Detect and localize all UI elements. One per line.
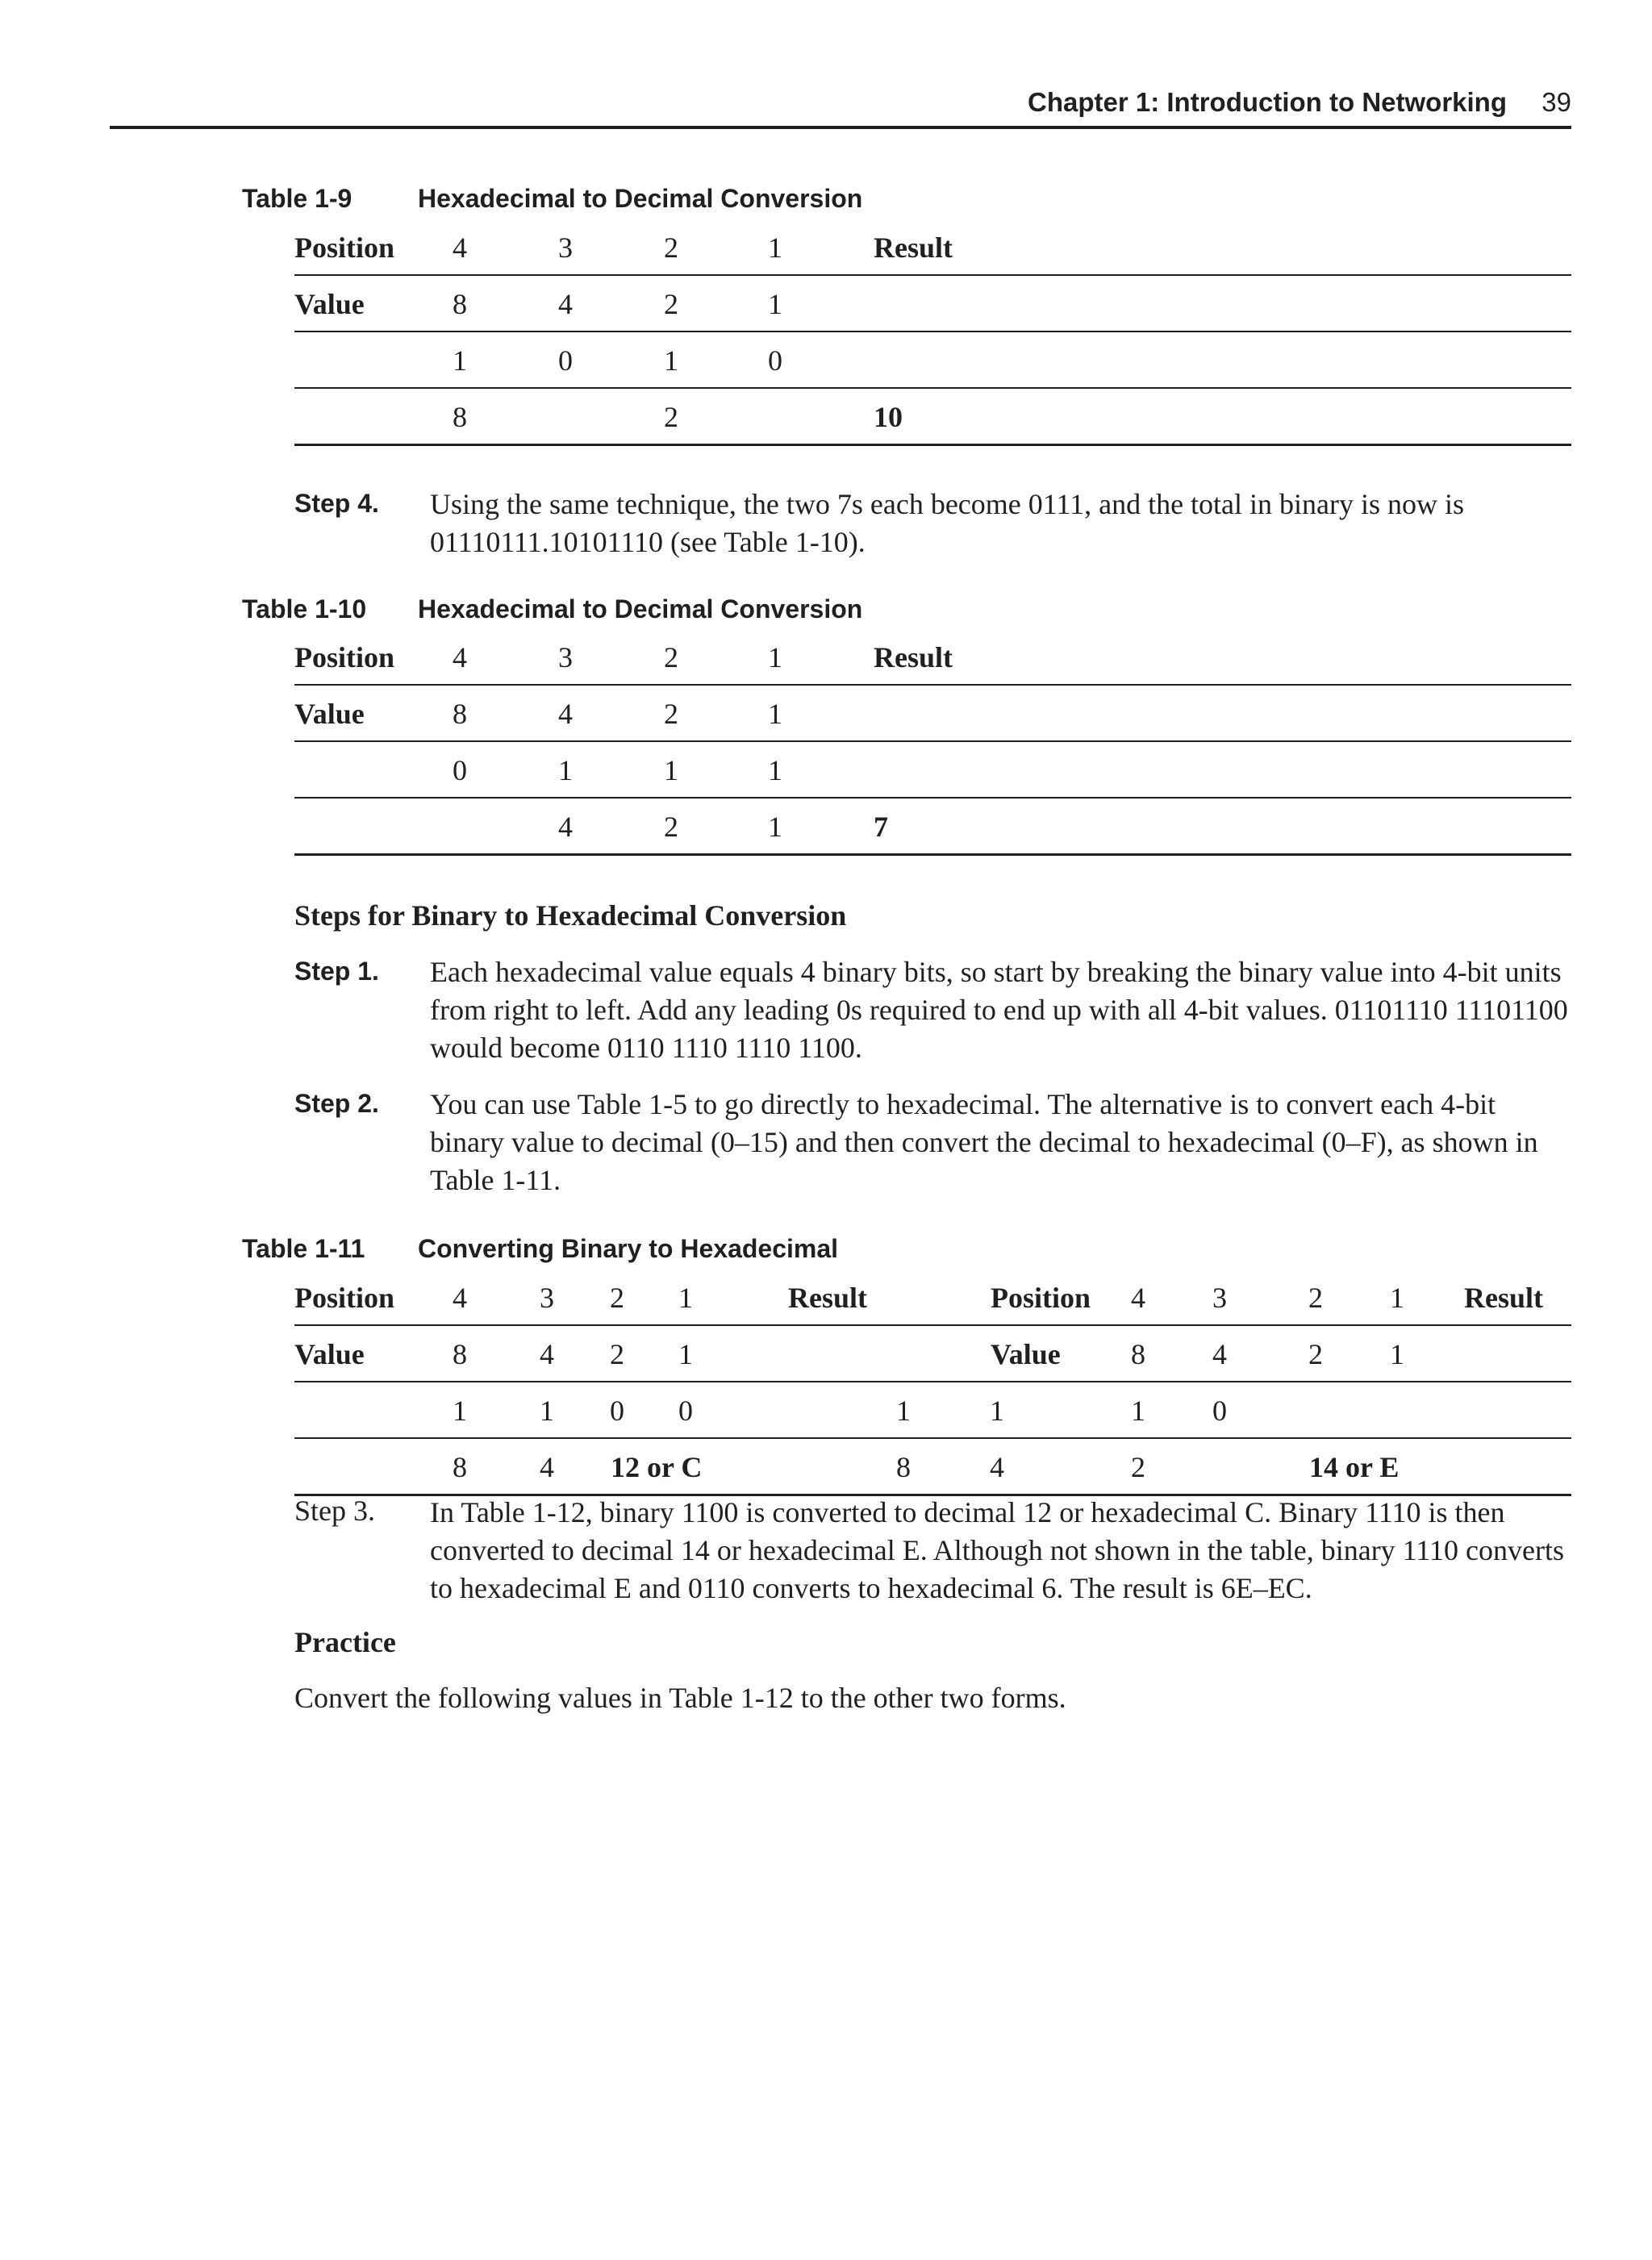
chapter-title: Chapter 1: Introduction to Networking [1028, 87, 1507, 117]
table-cell: 1 [664, 344, 678, 377]
header-cell: Result [874, 231, 953, 264]
header-cell: 2 [610, 1282, 624, 1314]
result-cell: 12 or C [611, 1451, 703, 1483]
table-cell: 2 [1131, 1451, 1145, 1483]
step-text: You can use Table 1-5 to go directly to hexadecimal. The alternative is to convert each 4-bit binary value to decimal (0–15) and then convert the decimal to hexadecimal (0–F), as shown in Table 1-11. [430, 1088, 1538, 1196]
table-cell: 8 [453, 401, 467, 433]
result-cell: 14 or E [1309, 1451, 1400, 1483]
table-cell: 1 [1131, 1395, 1145, 1427]
table-cell: 1 [540, 1395, 554, 1427]
step-label: Step 1. [294, 957, 379, 986]
table-cell: 1 [768, 698, 782, 730]
header-cell: 2 [664, 641, 678, 673]
table-cell: 1 [768, 811, 782, 843]
step-text: In Table 1-12, binary 1100 is converted to decimal 12 or hexadecimal C. Binary 1110 is then converted to decimal 14 or hexadecimal E. Although not shown in the table, binary 1110 converts to hexadecimal E and 0110 converts to hexadecimal 6. The result is 6E–EC. [430, 1496, 1564, 1604]
table-cell: 2 [664, 288, 678, 320]
header-cell: 1 [768, 641, 782, 673]
header-cell: 3 [540, 1282, 554, 1314]
table-row [294, 686, 1571, 742]
table-cell: 2 [664, 401, 678, 433]
step-text: Each hexadecimal value equals 4 binary bits, so start by breaking the binary value into 4-bit units from right to left. Add any leading 0s required to end up with all 4-bit values. 01101110 11101100 would become 0110 1110 1110 1100. [430, 956, 1568, 1064]
step-label: Step 4. [294, 489, 379, 518]
table-cell: 0 [610, 1395, 624, 1427]
table-cell: 4 [558, 698, 573, 730]
header-cell: 2 [664, 231, 678, 264]
step-text: Using the same technique, the two 7s each become 0111, and the total in binary is now is 01110111.10101110 (see Table 1-10). [430, 488, 1465, 558]
header-cell: Position [294, 641, 395, 673]
step-label: Step 2. [294, 1089, 379, 1118]
table-cell: 0 [1212, 1395, 1227, 1427]
table-cell: 4 [540, 1338, 554, 1370]
table-row [294, 1382, 1571, 1439]
table-row [294, 742, 1571, 799]
table-cell: 1 [896, 1395, 911, 1427]
table-header-row [294, 629, 1571, 686]
table-cell: 8 [453, 288, 467, 320]
table-title: Hexadecimal to Decimal Conversion [418, 594, 863, 623]
table-cell: 2 [1308, 1338, 1323, 1370]
result-cell: 7 [874, 811, 888, 843]
table-number: Table 1-11 [242, 1234, 365, 1263]
table-cell: 2 [664, 698, 678, 730]
table-1-10 [294, 629, 1571, 856]
table-cell: 8 [453, 1451, 467, 1483]
table-cell: 8 [453, 1338, 467, 1370]
practice-text: Convert the following values in Table 1-12 to the other two forms. [294, 1682, 1066, 1714]
header-cell: 1 [768, 231, 782, 264]
table-header-row [294, 219, 1571, 276]
table-cell: 2 [610, 1338, 624, 1370]
header-cell: 3 [1212, 1282, 1227, 1314]
table-row [294, 389, 1571, 446]
header-cell: 4 [453, 1282, 467, 1314]
result-cell: 10 [874, 401, 903, 433]
table-1-9 [294, 219, 1571, 446]
table-cell: Value [991, 1338, 1061, 1370]
header-cell: Position [294, 1282, 395, 1314]
table-title: Converting Binary to Hexadecimal [418, 1234, 839, 1263]
table-row [294, 276, 1571, 332]
page-number: 39 [1541, 87, 1571, 117]
header-cell: 1 [678, 1282, 693, 1314]
table-cell: 1 [990, 1395, 1004, 1427]
table-cell: 1 [664, 754, 678, 786]
table-cell: 0 [768, 344, 782, 377]
header-cell: Position [294, 231, 395, 264]
header-cell: 1 [1390, 1282, 1404, 1314]
header-cell: 4 [1131, 1282, 1145, 1314]
table-cell: 1 [678, 1338, 693, 1370]
table-row [294, 332, 1571, 389]
practice-heading: Practice [294, 1626, 396, 1658]
step-label: Step 3. [294, 1495, 376, 1527]
table-cell: 8 [1131, 1338, 1145, 1370]
section-heading: Steps for Binary to Hexadecimal Conversion [294, 899, 847, 932]
table-number: Table 1-9 [242, 184, 353, 213]
header-cell: 4 [453, 641, 467, 673]
table-cell: 4 [558, 288, 573, 320]
header-cell: Result [788, 1282, 867, 1314]
header-cell: 4 [453, 231, 467, 264]
table-cell: 2 [664, 811, 678, 843]
header-cell: Result [1464, 1282, 1543, 1314]
table-cell: 1 [768, 754, 782, 786]
table-title: Hexadecimal to Decimal Conversion [418, 184, 863, 213]
table-number: Table 1-10 [242, 594, 367, 623]
header-cell: 3 [558, 231, 573, 264]
table-cell: 1 [768, 288, 782, 320]
table-row [294, 1326, 1571, 1382]
table-cell: 0 [678, 1395, 693, 1427]
table-cell: 1 [453, 1395, 467, 1427]
table-cell: 1 [1390, 1338, 1404, 1370]
table-cell: Value [294, 288, 365, 320]
running-header [110, 84, 1571, 129]
table-row [294, 1439, 1571, 1496]
header-cell: 3 [558, 641, 573, 673]
table-cell: 4 [558, 811, 573, 843]
table-cell: 1 [453, 344, 467, 377]
table-cell: 8 [896, 1451, 911, 1483]
table-1-11 [294, 1270, 1571, 1496]
table-cell: 0 [558, 344, 573, 377]
table-cell: 4 [540, 1451, 554, 1483]
table-cell: 8 [453, 698, 467, 730]
table-cell: Value [294, 698, 365, 730]
table-row [294, 799, 1571, 856]
table-cell: 0 [453, 754, 467, 786]
table-cell: 4 [1212, 1338, 1227, 1370]
table-cell: 4 [990, 1451, 1004, 1483]
header-cell: Result [874, 641, 953, 673]
table-header-row [294, 1270, 1571, 1326]
header-cell: Position [991, 1282, 1091, 1314]
table-cell: Value [294, 1338, 365, 1370]
header-cell: 2 [1308, 1282, 1323, 1314]
table-cell: 1 [558, 754, 573, 786]
